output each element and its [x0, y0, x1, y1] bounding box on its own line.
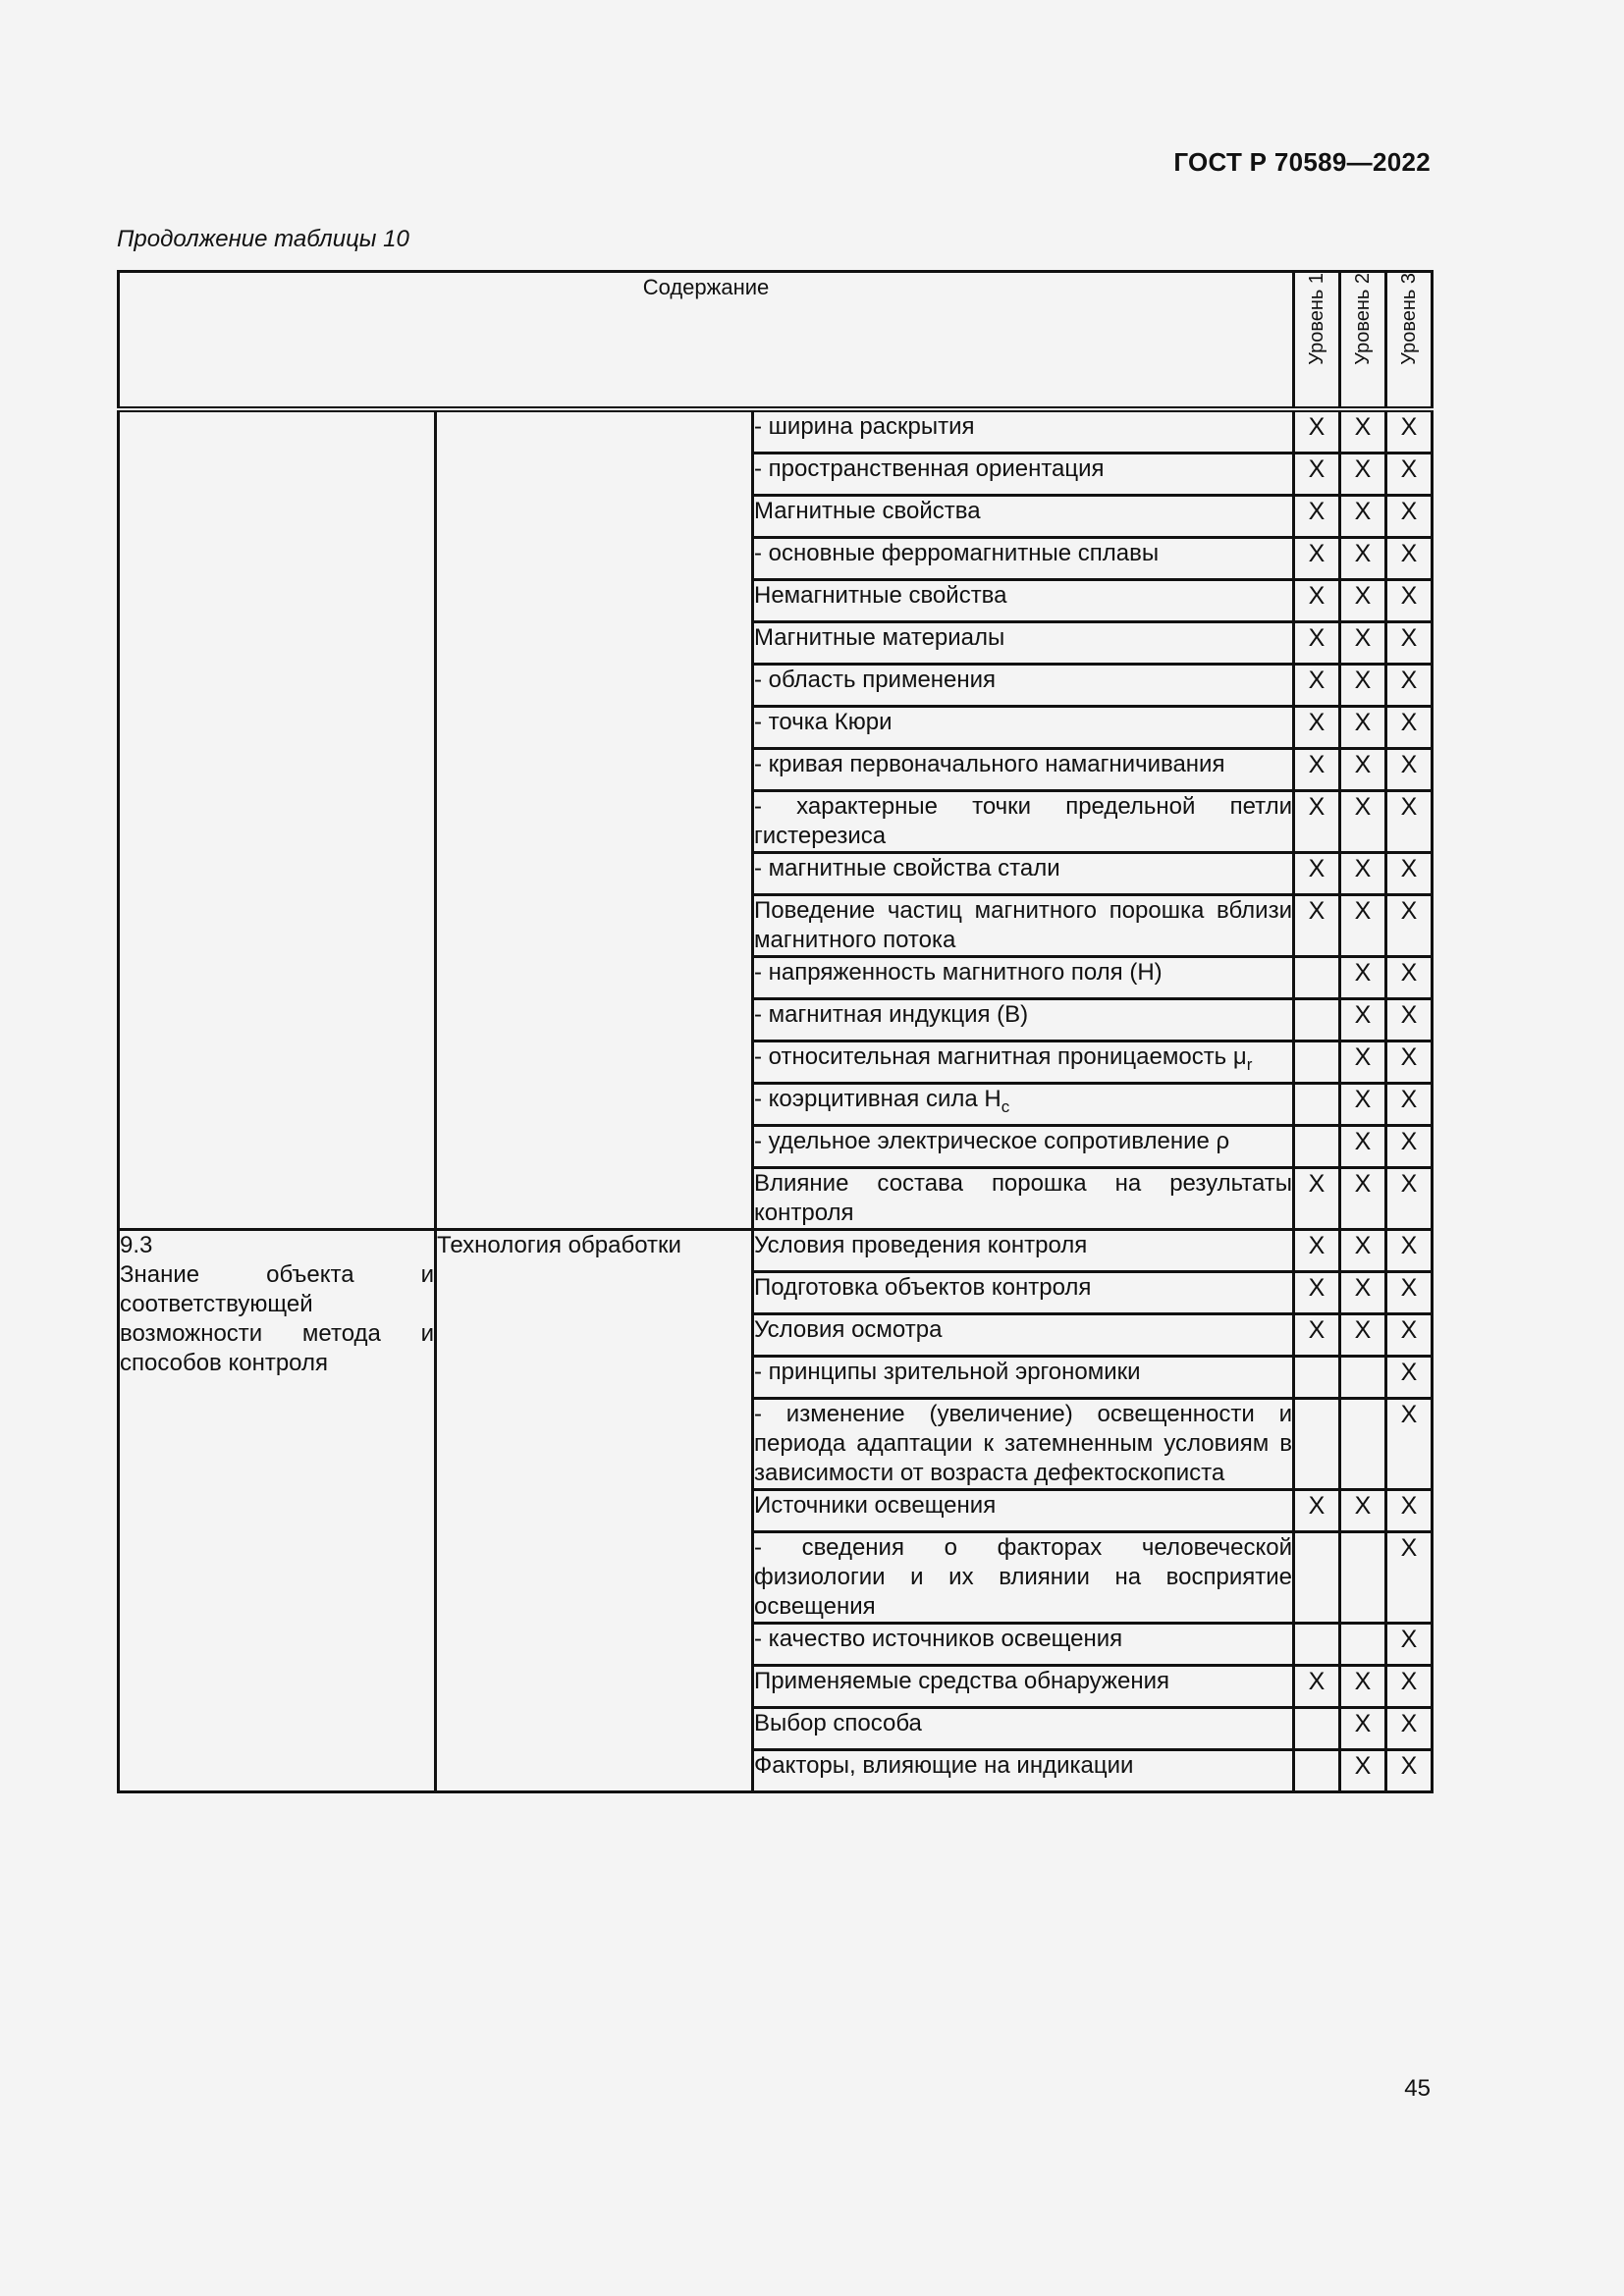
level-3-mark: X — [1386, 1708, 1433, 1750]
level-2-mark: X — [1340, 622, 1386, 665]
content-item-cell — [753, 1230, 1294, 1272]
content-item-text: Выбор способа — [754, 1710, 922, 1736]
level-3-mark: X — [1386, 853, 1433, 895]
content-item-subscript: c — [1001, 1096, 1010, 1116]
level-3-mark: X — [1386, 622, 1433, 665]
content-item-cell — [753, 1126, 1294, 1168]
content-item-cell — [753, 1708, 1294, 1750]
level-1-mark — [1294, 999, 1340, 1041]
content-item-cell — [753, 454, 1294, 496]
level-1-mark: X — [1294, 749, 1340, 791]
content-item-cell — [753, 1357, 1294, 1399]
level-3-mark: X — [1386, 791, 1433, 853]
level-1-mark: X — [1294, 853, 1340, 895]
level-1-mark: X — [1294, 707, 1340, 749]
level-1-mark: X — [1294, 1314, 1340, 1357]
level-3-mark: X — [1386, 1750, 1433, 1792]
content-item-text: - сведения о факторах человеческой физиологии и их влиянии на восприятие освещения — [754, 1534, 1292, 1620]
level-1-mark — [1294, 1041, 1340, 1084]
content-item-text: Условия проведения контроля — [754, 1232, 1088, 1258]
level-3-mark: X — [1386, 1084, 1433, 1126]
level-3-mark: X — [1386, 707, 1433, 749]
level-3-mark: X — [1386, 1532, 1433, 1624]
content-item-text: Условия осмотра — [754, 1316, 943, 1343]
level-1-mark — [1294, 1532, 1340, 1624]
table-row — [119, 1230, 1433, 1272]
content-item-text: Применяемые средства обнаружения — [754, 1668, 1169, 1694]
level-3-mark: X — [1386, 957, 1433, 999]
content-item-cell — [753, 1399, 1294, 1490]
level-1-mark: X — [1294, 496, 1340, 538]
section-number-cell — [119, 1230, 436, 1792]
level-1-mark: X — [1294, 1666, 1340, 1708]
level-1-mark: X — [1294, 409, 1340, 454]
level-3-mark: X — [1386, 1666, 1433, 1708]
level-1-mark — [1294, 1084, 1340, 1126]
level-2-mark: X — [1340, 1272, 1386, 1314]
content-item-cell — [753, 1041, 1294, 1084]
level-2-mark: X — [1340, 1314, 1386, 1357]
content-item-text: Влияние состава порошка на результаты контроля — [754, 1170, 1292, 1226]
level-2-mark: X — [1340, 1230, 1386, 1272]
content-item-cell — [753, 496, 1294, 538]
level-2-mark — [1340, 1624, 1386, 1666]
level-2-mark: X — [1340, 957, 1386, 999]
level-2-mark — [1340, 1357, 1386, 1399]
level-1-mark — [1294, 1750, 1340, 1792]
content-item-text: - относительная магнитная проницаемость μ — [754, 1043, 1247, 1070]
content-item-text: - характерные точки предельной петли гистерезиса — [754, 793, 1292, 849]
level-3-mark: X — [1386, 749, 1433, 791]
level-2-mark: X — [1340, 538, 1386, 580]
level-3-header — [1386, 272, 1433, 410]
content-item-text: - кривая первоначального намагничивания — [754, 751, 1225, 777]
content-item-cell — [753, 1314, 1294, 1357]
level-3-mark: X — [1386, 1624, 1433, 1666]
content-item-text: - принципы зрительной эргономики — [754, 1359, 1141, 1385]
content-table — [117, 270, 1434, 1793]
level-2-mark: X — [1340, 1041, 1386, 1084]
content-item-cell — [753, 749, 1294, 791]
content-item-cell — [753, 665, 1294, 707]
content-item-cell — [753, 707, 1294, 749]
content-item-cell — [753, 957, 1294, 999]
content-item-text: Магнитные материалы — [754, 624, 1005, 651]
level-2-mark: X — [1340, 1490, 1386, 1532]
level-3-mark: X — [1386, 538, 1433, 580]
content-item-subscript: r — [1246, 1054, 1253, 1074]
level-3-mark: X — [1386, 665, 1433, 707]
content-item-text: - магнитные свойства стали — [754, 855, 1060, 881]
content-item-cell — [753, 895, 1294, 957]
level-3-mark: X — [1386, 409, 1433, 454]
level-1-mark: X — [1294, 665, 1340, 707]
content-item-text: Немагнитные свойства — [754, 582, 1007, 609]
level-3-mark: X — [1386, 454, 1433, 496]
content-item-cell — [753, 791, 1294, 853]
level-2-label: Уровень 2 — [1352, 273, 1374, 365]
level-1-mark: X — [1294, 1272, 1340, 1314]
level-2-mark: X — [1340, 1084, 1386, 1126]
level-3-mark: X — [1386, 1490, 1433, 1532]
level-3-mark: X — [1386, 1126, 1433, 1168]
section-topic: Технология обработки — [437, 1232, 681, 1258]
level-3-mark: X — [1386, 1272, 1433, 1314]
level-1-mark: X — [1294, 1168, 1340, 1230]
content-item-text: - удельное электрическое сопротивление ρ — [754, 1128, 1230, 1154]
level-1-header — [1294, 272, 1340, 410]
level-2-mark: X — [1340, 853, 1386, 895]
content-item-cell — [753, 853, 1294, 895]
level-3-mark: X — [1386, 999, 1433, 1041]
content-item-cell — [753, 1490, 1294, 1532]
level-3-mark: X — [1386, 895, 1433, 957]
level-1-mark: X — [1294, 622, 1340, 665]
content-column-header: Содержание — [119, 272, 1294, 410]
content-item-text: - коэрцитивная сила H — [754, 1086, 1001, 1112]
level-2-mark: X — [1340, 895, 1386, 957]
content-item-text: Подготовка объектов контроля — [754, 1274, 1092, 1301]
content-item-cell — [753, 1168, 1294, 1230]
content-item-text: - качество источников освещения — [754, 1626, 1123, 1652]
content-item-cell — [753, 409, 1294, 454]
level-1-label: Уровень 1 — [1306, 273, 1327, 365]
level-1-mark: X — [1294, 580, 1340, 622]
level-2-mark: X — [1340, 1666, 1386, 1708]
content-item-text: - основные ферромагнитные сплавы — [754, 540, 1160, 566]
content-item-text: - область применения — [754, 667, 997, 693]
level-1-mark: X — [1294, 538, 1340, 580]
content-item-cell — [753, 1666, 1294, 1708]
table-body — [119, 409, 1433, 1792]
level-2-mark: X — [1340, 999, 1386, 1041]
level-2-mark: X — [1340, 580, 1386, 622]
section-topic-cell — [436, 409, 753, 1230]
level-1-mark: X — [1294, 454, 1340, 496]
level-2-mark: X — [1340, 1168, 1386, 1230]
level-3-mark: X — [1386, 1399, 1433, 1490]
table-caption: Продолжение таблицы 10 — [117, 226, 409, 252]
content-item-text: - напряженность магнитного поля (H) — [754, 959, 1163, 986]
level-2-mark: X — [1340, 454, 1386, 496]
level-1-mark: X — [1294, 791, 1340, 853]
content-item-cell — [753, 622, 1294, 665]
content-item-text: Магнитные свойства — [754, 498, 981, 524]
content-item-text: Поведение частиц магнитного порошка вблизи магнитного потока — [754, 897, 1292, 953]
level-2-mark: X — [1340, 665, 1386, 707]
content-item-text: - ширина раскрытия — [754, 413, 975, 440]
level-1-mark — [1294, 1126, 1340, 1168]
level-2-mark: X — [1340, 707, 1386, 749]
level-2-mark — [1340, 1532, 1386, 1624]
level-1-mark: X — [1294, 1230, 1340, 1272]
level-2-mark: X — [1340, 1708, 1386, 1750]
document-code: ГОСТ Р 70589—2022 — [1173, 147, 1431, 177]
content-item-text: - магнитная индукция (B) — [754, 1001, 1029, 1028]
level-2-mark: X — [1340, 1750, 1386, 1792]
level-2-header — [1340, 272, 1386, 410]
content-item-cell — [753, 1750, 1294, 1792]
level-3-mark: X — [1386, 1230, 1433, 1272]
section-topic-cell — [436, 1230, 753, 1792]
level-2-mark: X — [1340, 791, 1386, 853]
page-number: 45 — [1404, 2075, 1431, 2102]
level-3-mark: X — [1386, 580, 1433, 622]
section-description: Знание объекта и соответствующей возможности метода и способов контроля — [120, 1261, 434, 1376]
level-1-mark: X — [1294, 895, 1340, 957]
level-1-mark — [1294, 1357, 1340, 1399]
content-item-text: - пространственная ориентация — [754, 455, 1105, 482]
level-1-mark — [1294, 957, 1340, 999]
level-2-mark: X — [1340, 749, 1386, 791]
content-item-text: Факторы, влияющие на индикации — [754, 1752, 1134, 1779]
level-1-mark: X — [1294, 1490, 1340, 1532]
content-item-text: - изменение (увеличение) освещенности и периода адаптации к затемненным условиям в зависимости от возраста дефектоскописта — [754, 1401, 1292, 1486]
level-2-mark: X — [1340, 409, 1386, 454]
level-3-mark: X — [1386, 1041, 1433, 1084]
section-number: 9.3 — [120, 1232, 153, 1258]
content-item-cell — [753, 1532, 1294, 1624]
content-item-cell — [753, 538, 1294, 580]
level-3-mark: X — [1386, 1357, 1433, 1399]
level-3-label: Уровень 3 — [1398, 273, 1420, 365]
level-1-mark — [1294, 1708, 1340, 1750]
table-header-row — [119, 272, 1433, 410]
content-item-cell — [753, 580, 1294, 622]
level-2-mark — [1340, 1399, 1386, 1490]
content-item-text: Источники освещения — [754, 1492, 997, 1519]
content-item-cell — [753, 1084, 1294, 1126]
level-1-mark — [1294, 1624, 1340, 1666]
content-item-cell — [753, 999, 1294, 1041]
level-3-mark: X — [1386, 1314, 1433, 1357]
table-row — [119, 409, 1433, 454]
level-2-mark: X — [1340, 1126, 1386, 1168]
content-item-cell — [753, 1272, 1294, 1314]
level-3-mark: X — [1386, 496, 1433, 538]
section-number-cell — [119, 409, 436, 1230]
level-2-mark: X — [1340, 496, 1386, 538]
level-1-mark — [1294, 1399, 1340, 1490]
level-3-mark: X — [1386, 1168, 1433, 1230]
content-item-text: - точка Кюри — [754, 709, 893, 735]
content-item-cell — [753, 1624, 1294, 1666]
